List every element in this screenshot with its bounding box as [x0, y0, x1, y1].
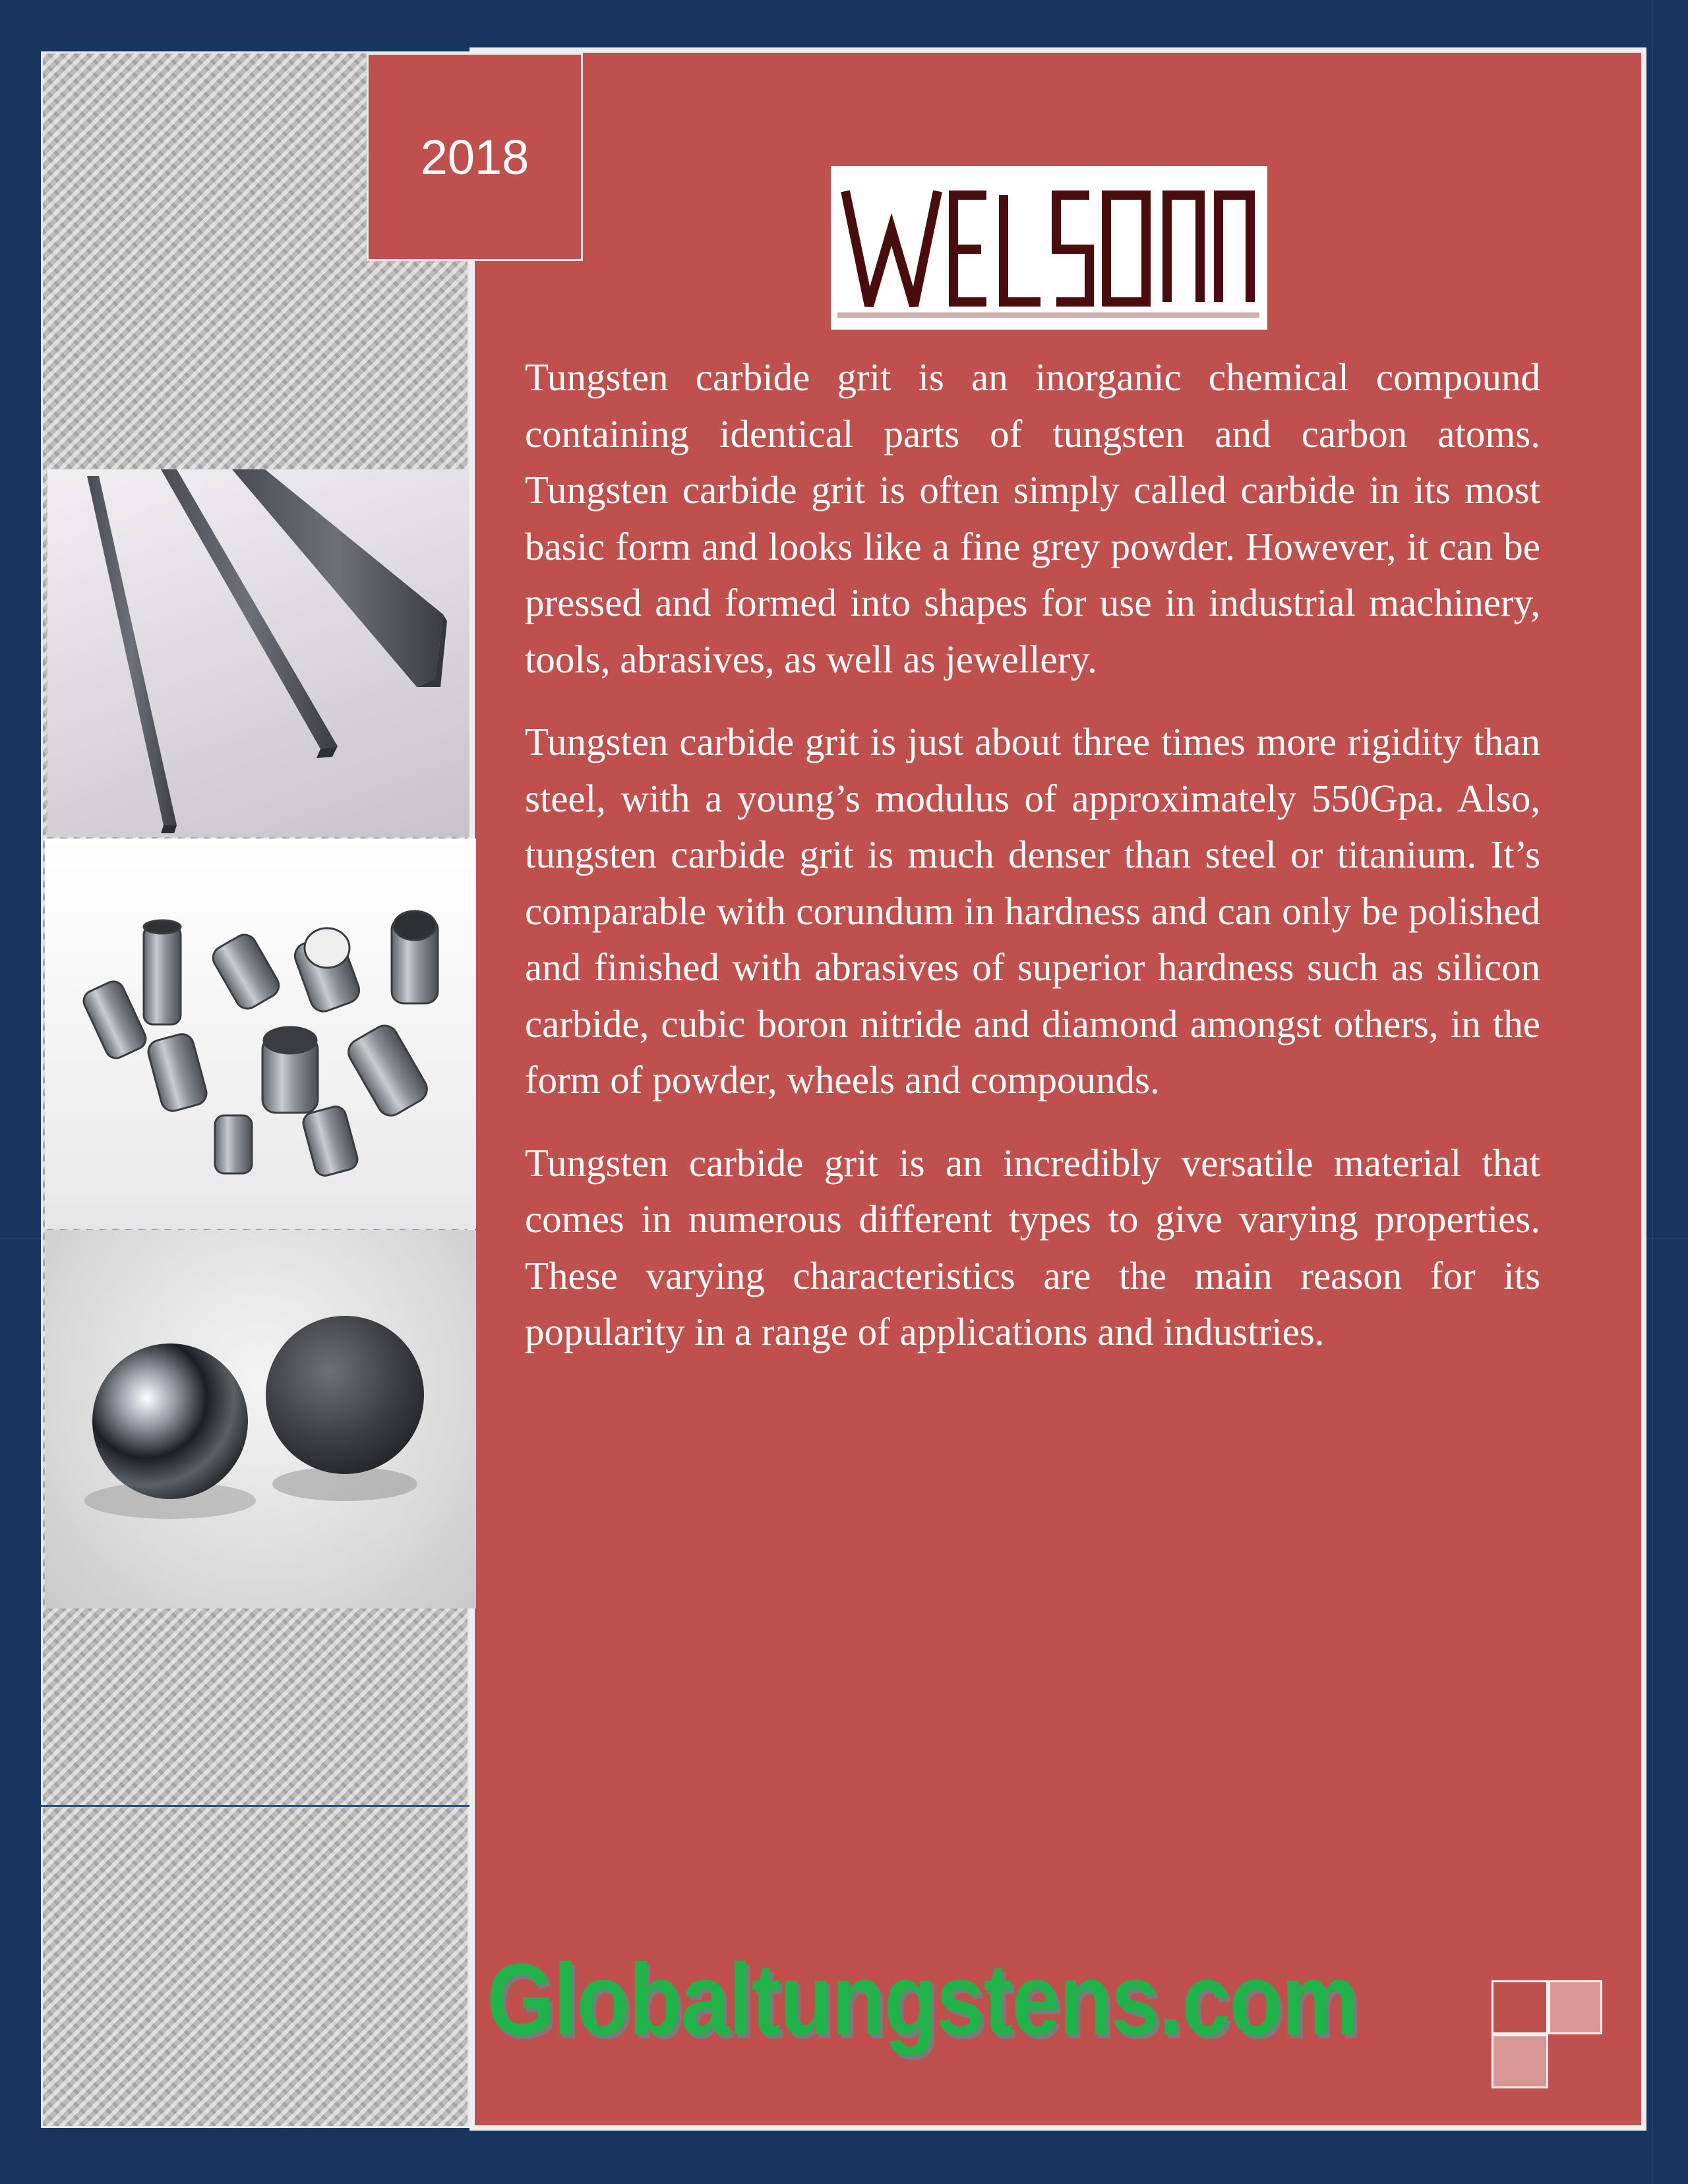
article-body — [525, 349, 1540, 1387]
carbide-strips-photo — [47, 469, 469, 837]
decorative-square — [1492, 2034, 1548, 2088]
frame-guide-vertical — [1652, 0, 1653, 2184]
year-label: 2018 — [420, 129, 529, 185]
welson-logo — [831, 166, 1267, 330]
carbide-bushings-photo — [45, 839, 476, 1229]
welson-logo-icon — [831, 166, 1267, 330]
decorative-square — [1492, 1980, 1548, 2034]
tungsten-carbide-balls-icon — [45, 1230, 476, 1608]
carbide-balls-photo — [45, 1230, 476, 1608]
paragraph: Tungsten carbide grit is an incredibly versatile material that comes in numerous different types to give varying properties. These varying characteristics are the main reason for its popularity in a range of applications and industries. — [525, 1140, 1540, 1353]
paragraph: Tungsten carbide grit is just about three times more rigidity than steel, with a young’s modulus of approximately 550Gpa. Also, tungsten carbide grit is much denser than steel or titanium. It’s comparable with corundum in hardness and can only be polished and finished with abrasives of superior hardness such as silicon carbide, cubic boron nitride and diamond amongst others, in the form of powder, wheels and compounds. — [525, 720, 1540, 1102]
tungsten-carbide-strips-icon — [47, 469, 469, 837]
decorative-square — [1548, 1980, 1602, 2034]
website-link[interactable]: Globaltungstens.com — [487, 1943, 1358, 2056]
tungsten-carbide-bushings-icon — [45, 839, 476, 1229]
sidebar-divider — [41, 1805, 469, 1807]
year-badge — [367, 53, 583, 261]
paragraph: Tungsten carbide grit is an inorganic chemical compound containing identical parts of tungsten and carbon atoms. Tungsten carbide grit is often simply called carbide in its most basic form and looks like a fine grey powder. However, it can be pressed and formed into shapes for use in industrial machinery, tools, abrasives, as well as jewellery. — [525, 355, 1540, 681]
